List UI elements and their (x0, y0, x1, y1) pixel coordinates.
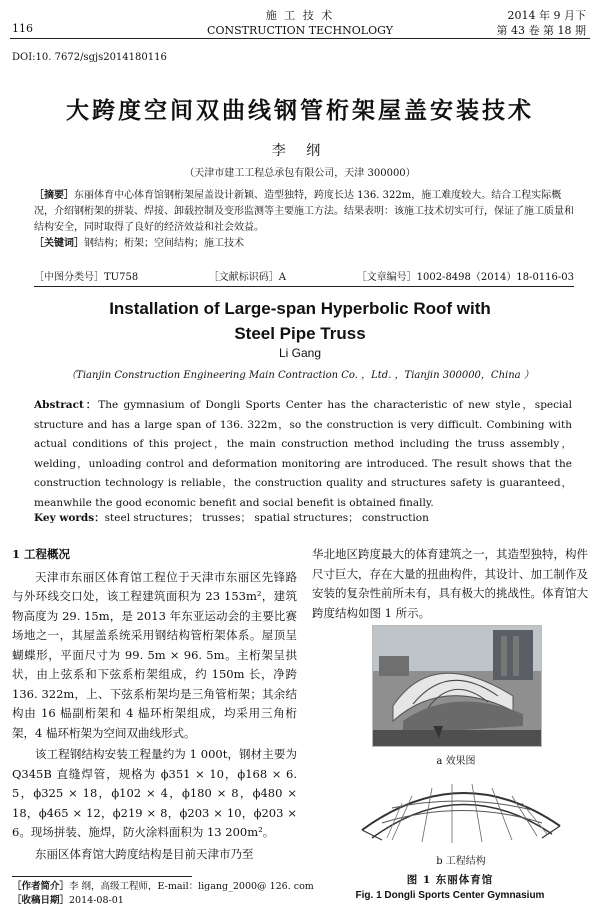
keywords-en (34, 510, 572, 525)
doc-code-label: ［文献标识码］ (208, 272, 279, 283)
author-bio (12, 880, 314, 894)
doc-code-value: A (278, 272, 287, 283)
body-left-column (12, 545, 297, 866)
author-cn: 李 纲 (271, 143, 329, 159)
body-paragraph: 东丽区体育馆大跨度结构是目前天津市乃至 (35, 846, 254, 861)
author-bio-label: ［作者简介］ (12, 881, 70, 892)
keywords-en-text: steel structures； trusses； spatial structures； construction (104, 512, 429, 524)
doc-code (209, 268, 286, 283)
title-en-line2: Steel Pipe Truss (234, 324, 366, 343)
abstract-cn-label: ［摘要］ (34, 190, 74, 201)
abstract-cn (34, 188, 574, 252)
received-date-text: 2014-08-01 (69, 895, 124, 906)
author-en: Li Gang (278, 346, 322, 360)
article-number-value: 1002-8498（2014）18-0116-03 (416, 272, 574, 283)
footnote (12, 880, 314, 908)
affiliation-cn: （天津市建工工程总承包有限公司，天津 300000） (184, 168, 416, 179)
classification-row (34, 268, 574, 283)
stadium-rendering-illustration (373, 626, 541, 746)
received-date-label: ［收稿日期］ (12, 895, 70, 906)
footnote-divider (12, 876, 192, 877)
body-paragraph: 天津市东丽区体育馆工程位于天津市东丽区先锋路与外环线交口处，该工程建筑面积为 23 153m²，建筑物高度为 29. 15m，是 2013 年东亚运动会的主要比赛场地之一，其屋盖系统采用钢结构管桁架体系。屋顶呈蝴蝶形，平面尺寸为 99. 5m × 96. 5m。主桁架呈拱状，由上弦系和下弦系桁架组成，约 150m 长，净跨 136. 322m，上、下弦系桁架均是三角管桁架；其余结构由 16 榀副桁架和 4 榀环桁架组成，均采用三角桁架，4 榀环桁架为空间双曲线形式。 (12, 569, 297, 740)
truss-structure-illustration (352, 768, 570, 848)
keywords-en-label: Key words： (34, 512, 105, 524)
affiliation-en: （Tianjin Construction Engineering Main Contraction Co. ，Ltd. ，Tianjin 300000，China ） (66, 370, 534, 381)
issue-date: 2014 年 9 月下 (507, 9, 586, 22)
article-number (357, 268, 574, 283)
issue-info (497, 8, 586, 38)
journal-name-en: CONSTRUCTION TECHNOLOGY (207, 24, 393, 37)
journal-name-cn: 施 工 技 术 (265, 9, 335, 22)
figure-caption-cn: 图 1 东丽体育馆 (406, 874, 494, 886)
figure-structure-image (352, 768, 570, 848)
header-divider (10, 38, 590, 39)
clc (34, 268, 138, 283)
abstract-divider (34, 286, 574, 287)
title-en (0, 296, 600, 346)
body-paragraph: 华北地区跨度最大的体育建筑之一，其造型独特，构件尺寸巨大，存在大量的扭曲构件，其设计、加工制作及安装的复杂性前所未有，具有极大的挑战性。体育馆大跨度结构如图 1 所示。 (312, 547, 588, 620)
received-date (12, 894, 314, 908)
figure-caption-en: Fig. 1 Dongli Sports Center Gymnasium (355, 890, 545, 901)
article-number-label: ［文章编号］ (356, 272, 417, 283)
figure-rendering-image (372, 625, 542, 747)
abstract-en-label: Abstract： (34, 399, 99, 411)
keywords-cn-text: 钢结构；桁架；空间结构；施工技术 (84, 238, 244, 249)
title-cn: 大跨度空间双曲线钢管桁架屋盖安装技术 (66, 97, 534, 124)
doi[interactable]: DOI:10. 7672/sgjs2014180116 (12, 52, 167, 63)
figure-caption-a: a 效果图 (436, 756, 476, 767)
section-heading: 1 工程概况 (12, 547, 71, 561)
body-right-column (312, 545, 588, 623)
abstract-cn-text: 东丽体育中心体育馆钢桁架屋盖设计新颖、造型独特，跨度长达 136. 322m，施工难度较大。结合工程实际概况，介绍钢桁架的拼装、焊接、卸载控制及变形监测等主要施工方法。结果表明：该施工技术切实可行，保证了施工质量和结构安全，同时取得了良好的经济效益和社会效益。 (34, 190, 574, 233)
keywords-cn-label: ［关键词］ (34, 238, 84, 249)
title-en-line1: Installation of Large-span Hyperbolic Roof with (109, 299, 491, 318)
abstract-en-text: The gymnasium of Dongli Sports Center has the characteristic of new style，special structure and has a large span of 136. 322m，so the construction is very difficult. Combining with actual conditions of this project，the main construction method including the truss assembly，welding，unloading control and deformation monitoring are introduced. The result shows that the construction technology is reliable，the construction quality and structures safety is guaranteed，meanwhile the good economic benefit and social benefit is obtained finally. (34, 399, 572, 509)
figure-caption-b: b 工程结构 (436, 856, 486, 867)
clc-label: ［中图分类号］ (34, 272, 104, 283)
abstract-en (34, 396, 572, 513)
author-bio-text: 李 纲，高级工程师，E-mail：ligang_2000@ 126. com (69, 881, 314, 892)
issue-volume: 第 43 卷 第 18 期 (496, 24, 586, 37)
clc-value: TU758 (104, 272, 139, 283)
body-paragraph: 该工程钢结构安装工程量约为 1 000t，钢材主要为 Q345B 直缝焊管，规格为 ϕ351 × 10，ϕ168 × 6. 5，ϕ325 × 18，ϕ102 × 4，ϕ180 × 8，ϕ480 × 18，ϕ465 × 12，ϕ219 × 8，ϕ203 × 10，ϕ203 × 6。现场拼装、施焊，防火涂料面积为 13 200m²。 (12, 747, 297, 839)
page-number: 116 (12, 22, 33, 35)
